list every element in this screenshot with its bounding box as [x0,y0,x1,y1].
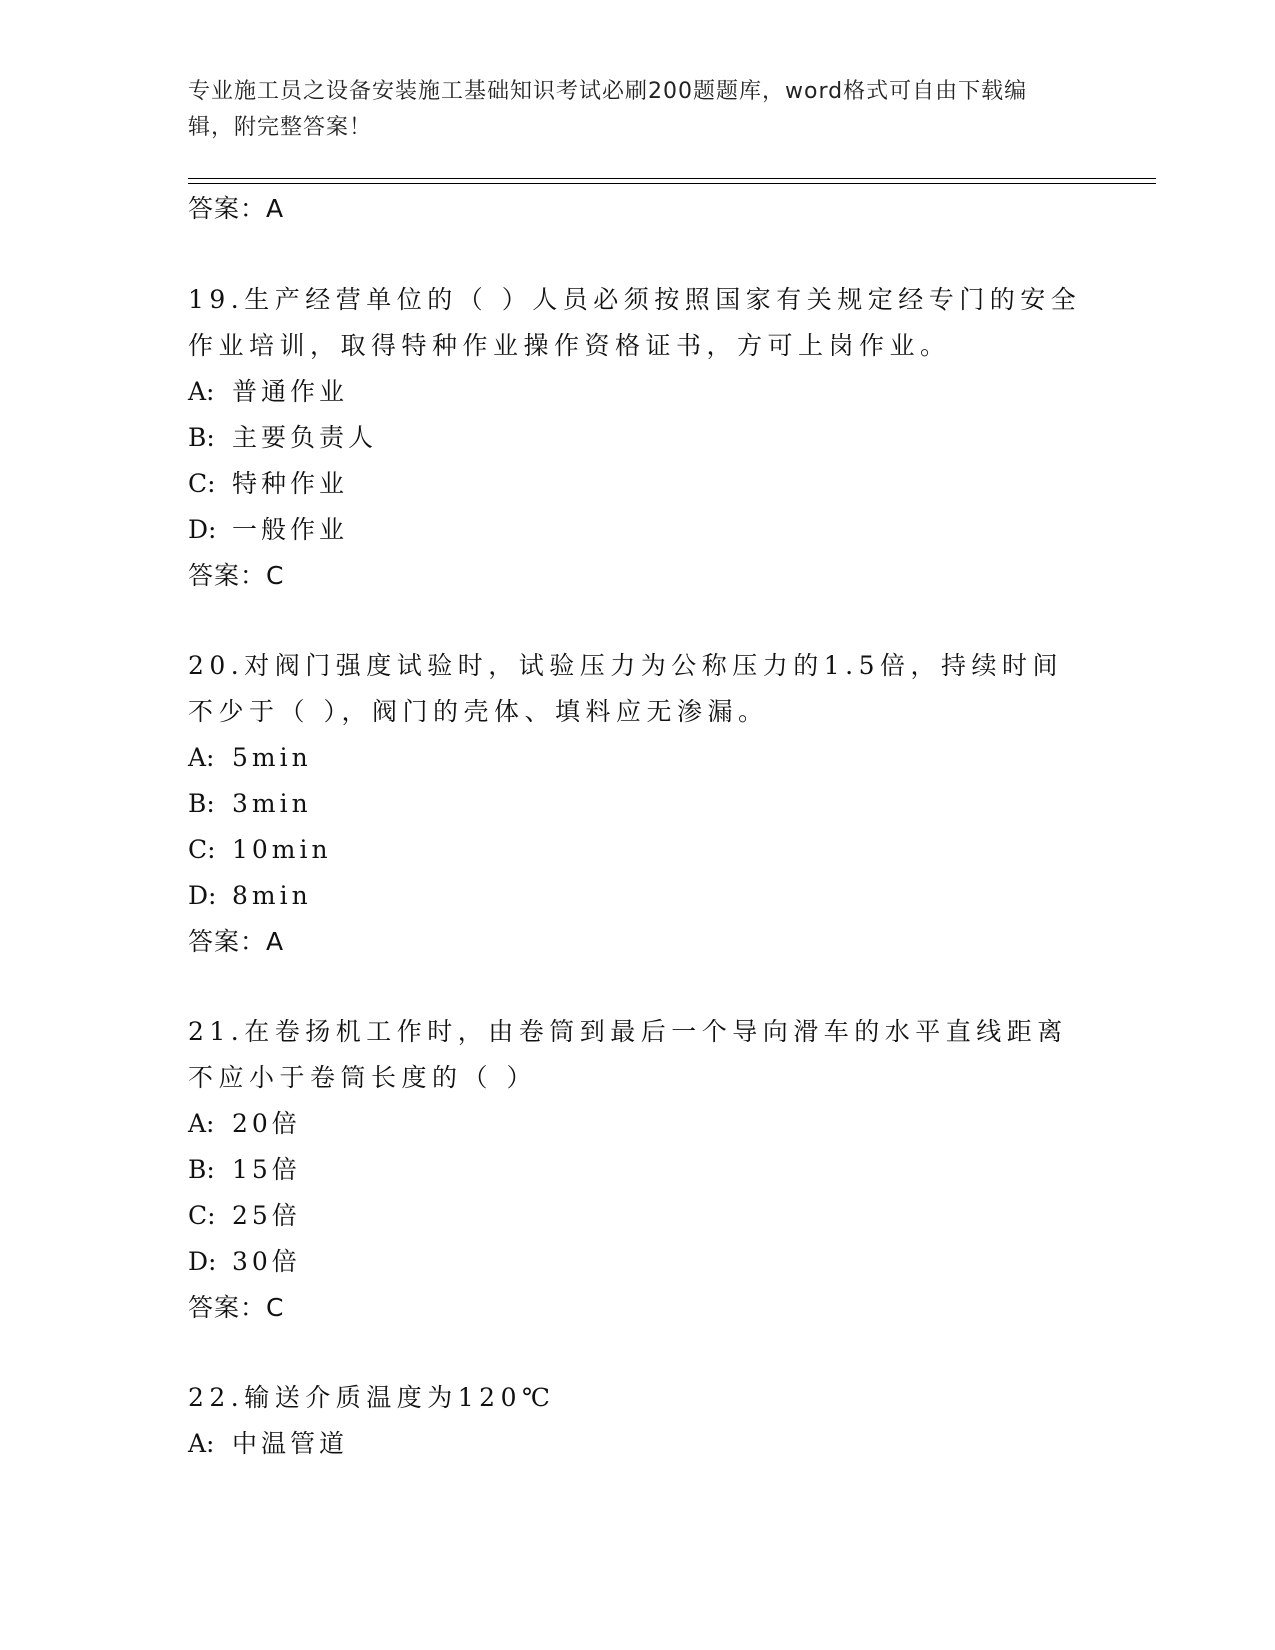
question-19 [188,277,1088,599]
question-21 [188,1009,1088,1331]
option-letter: B: [188,1155,215,1184]
option-letter: A: [188,377,215,406]
option-text: 5min [232,743,312,772]
header-divider-bottom [188,183,1156,184]
question-22 [188,1375,1088,1467]
option-letter: D: [188,515,217,544]
option-letter: A: [188,1429,215,1458]
option-text: 中温管道 [232,1429,349,1458]
option-b [188,1147,1088,1193]
option-text: 8min [232,881,312,910]
option-text: 10min [232,835,332,864]
option-c [188,827,1088,873]
question-stem: 19.生产经营单位的（ ）人员必须按照国家有关规定经专门的安全作业培训，取得特种作业操作资格证书，方可上岗作业。 [188,285,1082,360]
header-divider-top [188,178,1156,179]
option-text: 20倍 [232,1109,301,1138]
option-c [188,461,1088,507]
answer-line: 答案：C [188,561,285,590]
option-text: 特种作业 [232,469,349,498]
option-d [188,1239,1088,1285]
option-letter: C: [188,1201,216,1230]
question-stem: 21.在卷扬机工作时，由卷筒到最后一个导向滑车的水平直线距离不应小于卷筒长度的（ ） [188,1017,1068,1092]
option-text: 主要负责人 [232,423,378,452]
option-text: 一般作业 [232,515,349,544]
option-text: 25倍 [232,1201,301,1230]
option-letter: A: [188,1109,215,1138]
option-text: 3min [232,789,312,818]
option-text: 30倍 [232,1247,301,1276]
option-d [188,873,1088,919]
question-stem: 22.输送介质温度为120℃ [188,1383,556,1412]
question-stem: 20.对阀门强度试验时，试验压力为公称压力的1.5倍，持续时间不少于（ ），阀门的壳体、填料应无渗漏。 [188,651,1064,726]
option-letter: B: [188,789,215,818]
answer-line: 答案：A [188,927,285,956]
option-letter: B: [188,423,215,452]
question-20 [188,643,1088,965]
answer-line: 答案：A [188,194,285,223]
option-text: 15倍 [232,1155,301,1184]
option-a [188,1421,1088,1467]
option-letter: D: [188,1247,217,1276]
option-a [188,369,1088,415]
option-b [188,781,1088,827]
option-letter: A: [188,743,215,772]
document-header: 专业施工员之设备安装施工基础知识考试必刷200题题库，word格式可自由下载编辑，附完整答案！ [188,79,1028,140]
option-b [188,415,1088,461]
option-a [188,735,1088,781]
answer-line: 答案：C [188,1293,285,1322]
option-letter: C: [188,469,216,498]
option-d [188,507,1088,553]
option-letter: C: [188,835,216,864]
option-letter: D: [188,881,217,910]
option-c [188,1193,1088,1239]
option-a [188,1101,1088,1147]
option-text: 普通作业 [232,377,349,406]
